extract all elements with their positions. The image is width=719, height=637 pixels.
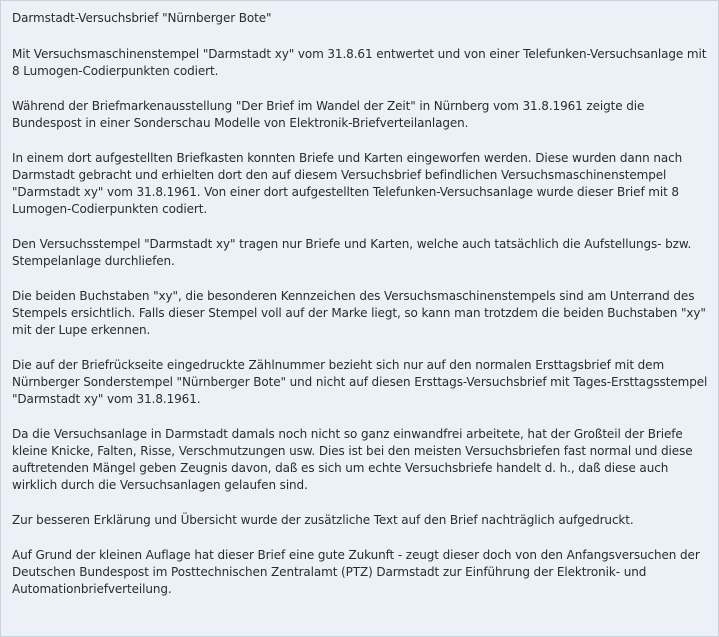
paragraph-letters-xy: Die beiden Buchstaben "xy", die besonderen Kennzeichen des Versuchsmaschinenstempels sind am Unterrand des Stempels ersichtlich. Falls dieser Stempel voll auf der Marke liegt, so kann man trotzdem die beiden Buchstaben "xy" mit der Lupe erkennen. bbox=[12, 289, 706, 337]
document-title: Darmstadt-Versuchsbrief "Nürnberger Bote" bbox=[12, 11, 272, 25]
paragraph-mailbox: In einem dort aufgestellten Briefkasten konnten Briefe und Karten eingeworfen werden. Diese wurden dann nach Darmstadt gebracht und erhielten dort den auf diesem Versuchsbrief befindlichen Versuchsmaschinenstempel "Darmstadt xy" vom 31.8.1961. Von einer dort aufgestellten Telefunken-Versuchsanlage wurde dieser Brief mit 8 Lumogen-Codierpunkten codiert. bbox=[12, 151, 683, 216]
paragraph-serial-number: Die auf der Briefrückseite eingedruckte Zählnummer bezieht sich nur auf den normalen Ersttagsbrief mit dem Nürnberger Sonderstempel "Nürnberger Bote" und nicht auf diesen Ersttags-Versuchsbrief mit Tages-Ersttagsstempel "Darmstadt xy" vom 31.8.1961. bbox=[12, 358, 708, 406]
paragraph-future: Auf Grund der kleinen Auflage hat dieser Brief eine gute Zukunft - zeugt dieser doch von den Anfangsversuchen der Deutschen Bundespost im Posttechnischen Zentralamt (PTZ) Darmstadt zur Einführung der Elektronik- und Automationbriefverteilung. bbox=[12, 548, 700, 596]
paragraph-cancellation: Mit Versuchsmaschinenstempel "Darmstadt xy" vom 31.8.61 entwertet und von einer Telefunken-Versuchsanlage mit 8 Lumogen-Codierpunkten codiert. bbox=[12, 47, 707, 78]
paragraph-defects: Da die Versuchsanlage in Darmstadt damals noch nicht so ganz einwandfrei arbeitete, hat der Großteil der Briefe kleine Knicke, Falten, Risse, Verschmutzungen usw. Dies ist bei den meisten Versuchsbriefen fast normal und diese auftretenden Mängel geben Zeugnis davon, daß es sich um echte Versuchsbriefe handelt d. h., daß diese auch wirklich durch die Versuchsanlagen gelaufen sind. bbox=[12, 427, 693, 492]
document-body bbox=[12, 10, 712, 616]
paragraph-exhibition: Während der Briefmarkenausstellung "Der Brief im Wandel der Zeit" in Nürnberg vom 31.8.1961 zeigte die Bundespost in einer Sonderschau Modelle von Elektronik-Briefverteilanlagen. bbox=[12, 99, 645, 130]
paragraph-stamp-usage: Den Versuchsstempel "Darmstadt xy" tragen nur Briefe und Karten, welche auch tatsächlich die Aufstellungs- bzw. Stempelanlage durchliefen. bbox=[12, 237, 692, 268]
paragraph-extra-text: Zur besseren Erklärung und Übersicht wurde der zusätzliche Text auf den Brief nachträglich aufgedruckt. bbox=[12, 513, 634, 527]
